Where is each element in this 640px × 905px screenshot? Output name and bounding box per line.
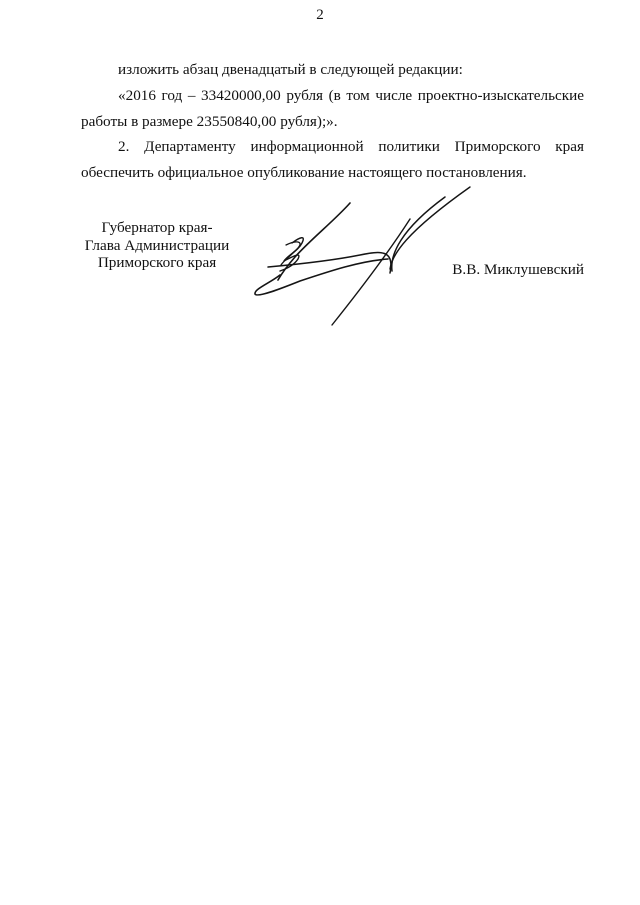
- position-line-3: Приморского края: [97, 254, 217, 271]
- paragraph-publication-order: 2. Департаменту информационной политики Приморского края обеспечить официальное опубликование настоящего постановления.: [81, 138, 584, 181]
- position-line-2: Глава Администрации: [84, 236, 230, 254]
- paragraph-amendment-intro: изложить абзац двенадцатый в следующей редакции:: [118, 61, 463, 78]
- page-number: 2: [316, 7, 324, 23]
- signatory-position: [80, 219, 234, 272]
- signatory-name: В.В. Миклушевский: [452, 261, 584, 278]
- handwritten-signature-icon: [240, 185, 480, 335]
- paragraph-amendment-text: «2016 год – 33420000,00 рубля (в том числе проектно-изыскательские работы в размере 23550840,00 рубля);».: [81, 87, 584, 130]
- position-line-1: Губернатор края-: [101, 219, 213, 236]
